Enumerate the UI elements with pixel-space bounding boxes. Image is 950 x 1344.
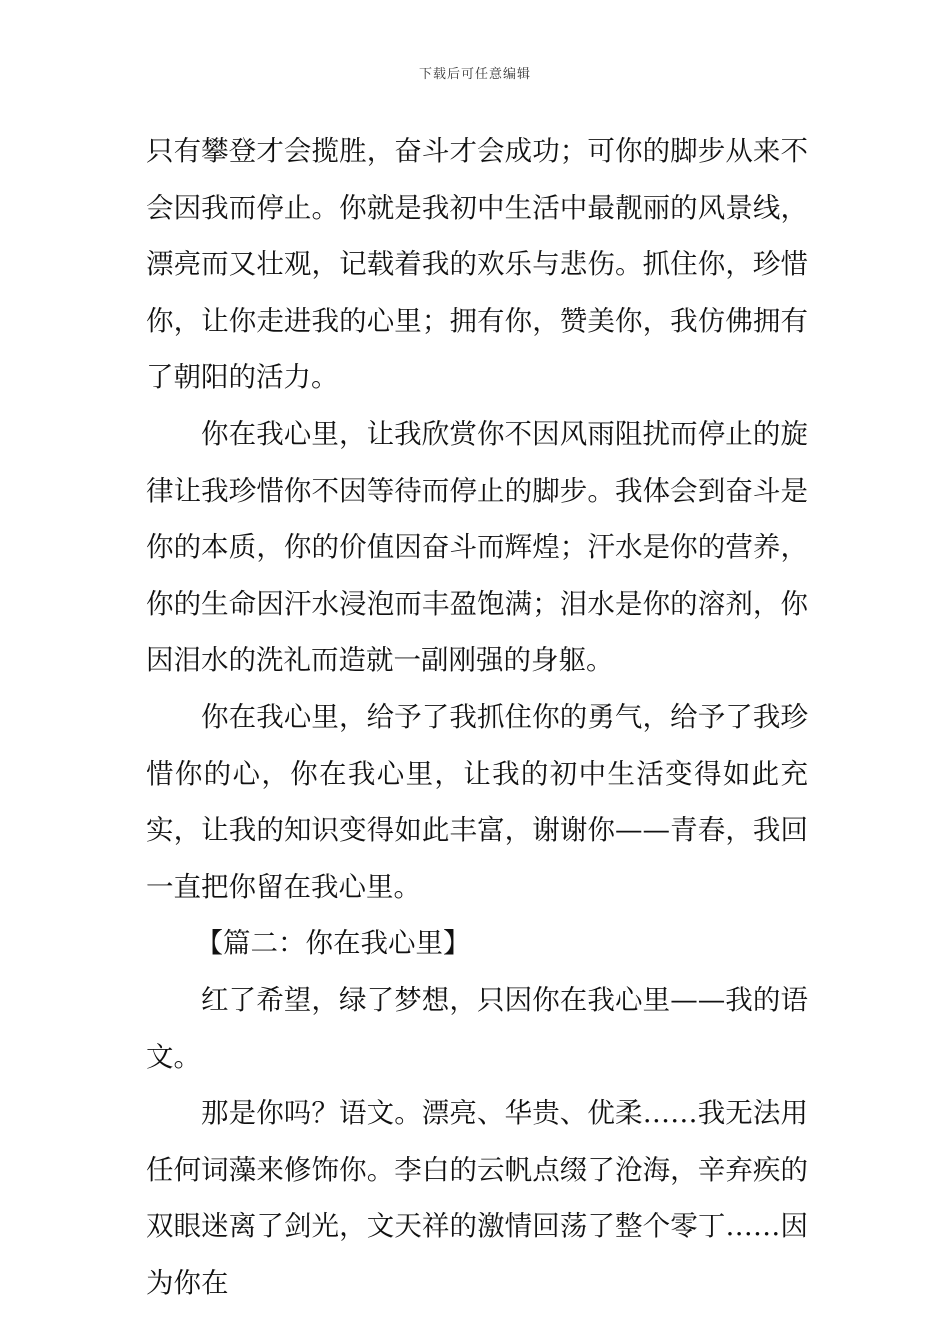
paragraph-5: 那是你吗？语文。漂亮、华贵、优柔……我无法用任何词藻来修饰你。李白的云帆点缀了沧海，辛弃疾的双眼迷离了剑光，文天祥的激情回荡了整个零丁……因为你在 <box>146 1097 808 1299</box>
paragraph-4: 红了希望，绿了梦想，只因你在我心里——我的语文。 <box>146 983 808 1073</box>
paragraph-2: 你在我心里，让我欣赏你不因风雨阻扰而停止的旋律让我珍惜你不因等待而停止的脚步。我体会到奋斗是你的本质，你的价值因奋斗而辉煌；汗水是你的营养，你的生命因汗水浸泡而丰盈饱满；泪水是你的溶剂，你因泪水的洗礼而造就一副刚强的身躯。 <box>146 417 808 677</box>
page-header: 下载后可任意编辑 <box>418 67 531 82</box>
paragraph-3: 你在我心里，给予了我抓住你的勇气，给予了我珍惜你的心，你在我心里，让我的初中生活变得如此充实，让我的知识变得如此丰富，谢谢你——青春，我回一直把你留在我心里。 <box>146 700 808 903</box>
section-title: 【篇二：你在我心里】 <box>195 927 471 960</box>
paragraph-1: 只有攀登才会揽胜，奋斗才会成功；可你的脚步从来不会因我而停止。你就是我初中生活中最靓丽的风景线，漂亮而又壮观，记载着我的欢乐与悲伤。抓住你，珍惜你，让你走进我的心里；拥有你，赞美你，我仿佛拥有了朝阳的活力。 <box>146 135 808 394</box>
document-body <box>146 123 808 1311</box>
